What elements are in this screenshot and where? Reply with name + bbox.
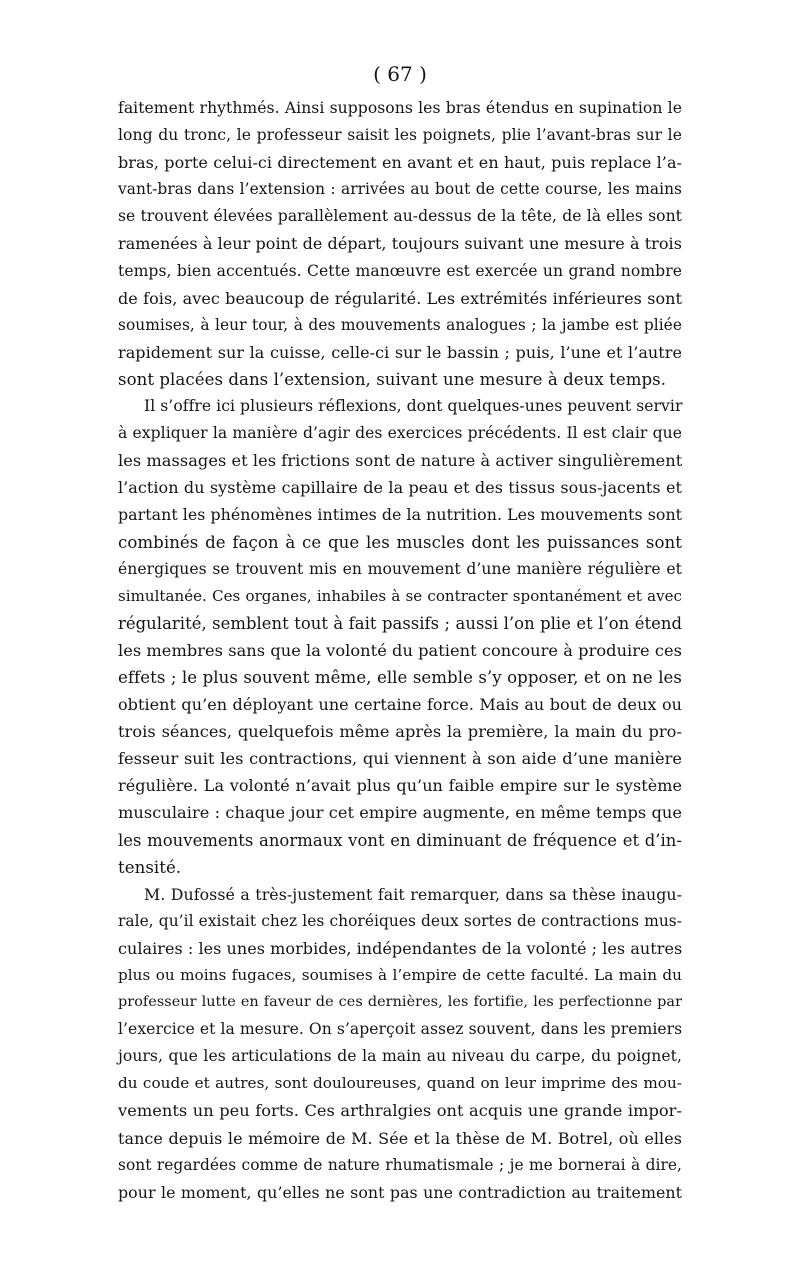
text-line: partant les phénomènes intimes de la nutrition. Les mouvements sont xyxy=(118,505,683,525)
text-line: soumises, à leur tour, à des mouvements analogues ; la jambe est pliée xyxy=(118,315,682,334)
text-line: l’action du système capillaire de la peau et des tissus sous-jacents et xyxy=(118,478,682,498)
text-line: les membres sans que la volonté du patient concoure à produire ces xyxy=(118,640,682,660)
text-line: jours, que les articulations de la main au niveau du carpe, du poignet, xyxy=(118,1047,682,1066)
text-line: professeur lutte en faveur de ces dernières, les fortifie, les perfectionne par xyxy=(118,994,682,1011)
text-line: les massages et les frictions sont de nature à activer singulièrement xyxy=(118,451,683,471)
text-line: obtient qu’en déployant une certaine force. Mais au bout de deux ou xyxy=(118,695,682,715)
text-line: temps, bien accentués. Cette manœuvre est exercée un grand nombre xyxy=(118,261,682,280)
text-line: vant-bras dans l’extension : arrivées au bout de cette course, les mains xyxy=(118,180,682,199)
text-line: ramenées à leur point de départ, toujours suivant une mesure à trois xyxy=(118,234,682,254)
text-line: régularité, semblent tout à fait passifs ; aussi l’on plie et l’on étend xyxy=(118,613,682,633)
text-line: régulière. La volonté n’avait plus qu’un faible empire sur le système xyxy=(118,776,682,796)
text-line: M. Dufossé a très-justement fait remarquer, dans sa thèse inaugu- xyxy=(144,884,682,904)
text-line: sont placées dans l’extension, suivant une mesure à deux temps. xyxy=(118,369,667,389)
text-line: l’exercice et la mesure. On s’aperçoit assez souvent, dans les premiers xyxy=(118,1020,683,1039)
text-line: effets ; le plus souvent même, elle semble s’y opposer, et on ne les xyxy=(118,667,682,687)
text-line: énergiques se trouvent mis en mouvement d’une manière régulière et xyxy=(118,559,682,578)
text-line: combinés de façon à ce que les muscles dont les puissances sont xyxy=(118,532,682,552)
text-line: culaires : les unes morbides, indépendantes de la volonté ; les autres xyxy=(118,938,683,958)
body-text xyxy=(118,95,682,1206)
text-line: Il s’offre ici plusieurs réflexions, dont quelques-unes peuvent servir xyxy=(144,397,683,416)
text-line: rapidement sur la cuisse, celle-ci sur le bassin ; puis, l’une et l’autre xyxy=(118,342,682,362)
text-line: trois séances, quelquefois même après la première, la main du pro- xyxy=(118,722,682,742)
text-line: tance depuis le mémoire de M. Sée et la thèse de M. Botrel, où elles xyxy=(118,1128,682,1148)
text-line: rale, qu’il existait chez les choréiques deux sortes de contractions mus- xyxy=(118,911,682,930)
text-line: pour le moment, qu’elles ne sont pas une contradiction au traitement xyxy=(118,1182,682,1202)
text-line: vements un peu forts. Ces arthralgies ont acquis une grande impor- xyxy=(118,1101,682,1121)
page-number: ( 67 ) xyxy=(373,62,427,86)
text-line: sont regardées comme de nature rhumatismale ; je me bornerai à dire, xyxy=(118,1155,682,1174)
text-line: se trouvent élevées parallèlement au-dessus de la tête, de là elles sont xyxy=(118,207,682,226)
text-line: les mouvements anormaux vont en diminuant de fréquence et d’in- xyxy=(118,830,682,850)
text-line: simultanée. Ces organes, inhabiles à se contracter spontanément et avec xyxy=(118,586,682,605)
text-line: de fois, avec beaucoup de régularité. Les extrémités inférieures sont xyxy=(118,288,682,308)
text-line: tensité. xyxy=(118,857,182,877)
text-line: bras, porte celui-ci directement en avant et en haut, puis replace l’a- xyxy=(118,153,682,173)
text-line: musculaire : chaque jour cet empire augmente, en même temps que xyxy=(118,803,682,823)
text-line: faitement rhythmés. Ainsi supposons les bras étendus en supination le xyxy=(118,99,682,117)
text-line: fesseur suit les contractions, qui viennent à son aide d’une manière xyxy=(118,749,682,769)
text-line: plus ou moins fugaces, soumises à l’empire de cette faculté. La main du xyxy=(118,966,682,984)
text-line: long du tronc, le professeur saisit les poignets, plie l’avant-bras sur le xyxy=(118,126,682,145)
text-line: du coude et autres, sont douloureuses, quand on leur imprime des mou- xyxy=(118,1074,682,1093)
text-line: à expliquer la manière d’agir des exercices précédents. Il est clair que xyxy=(118,424,682,443)
